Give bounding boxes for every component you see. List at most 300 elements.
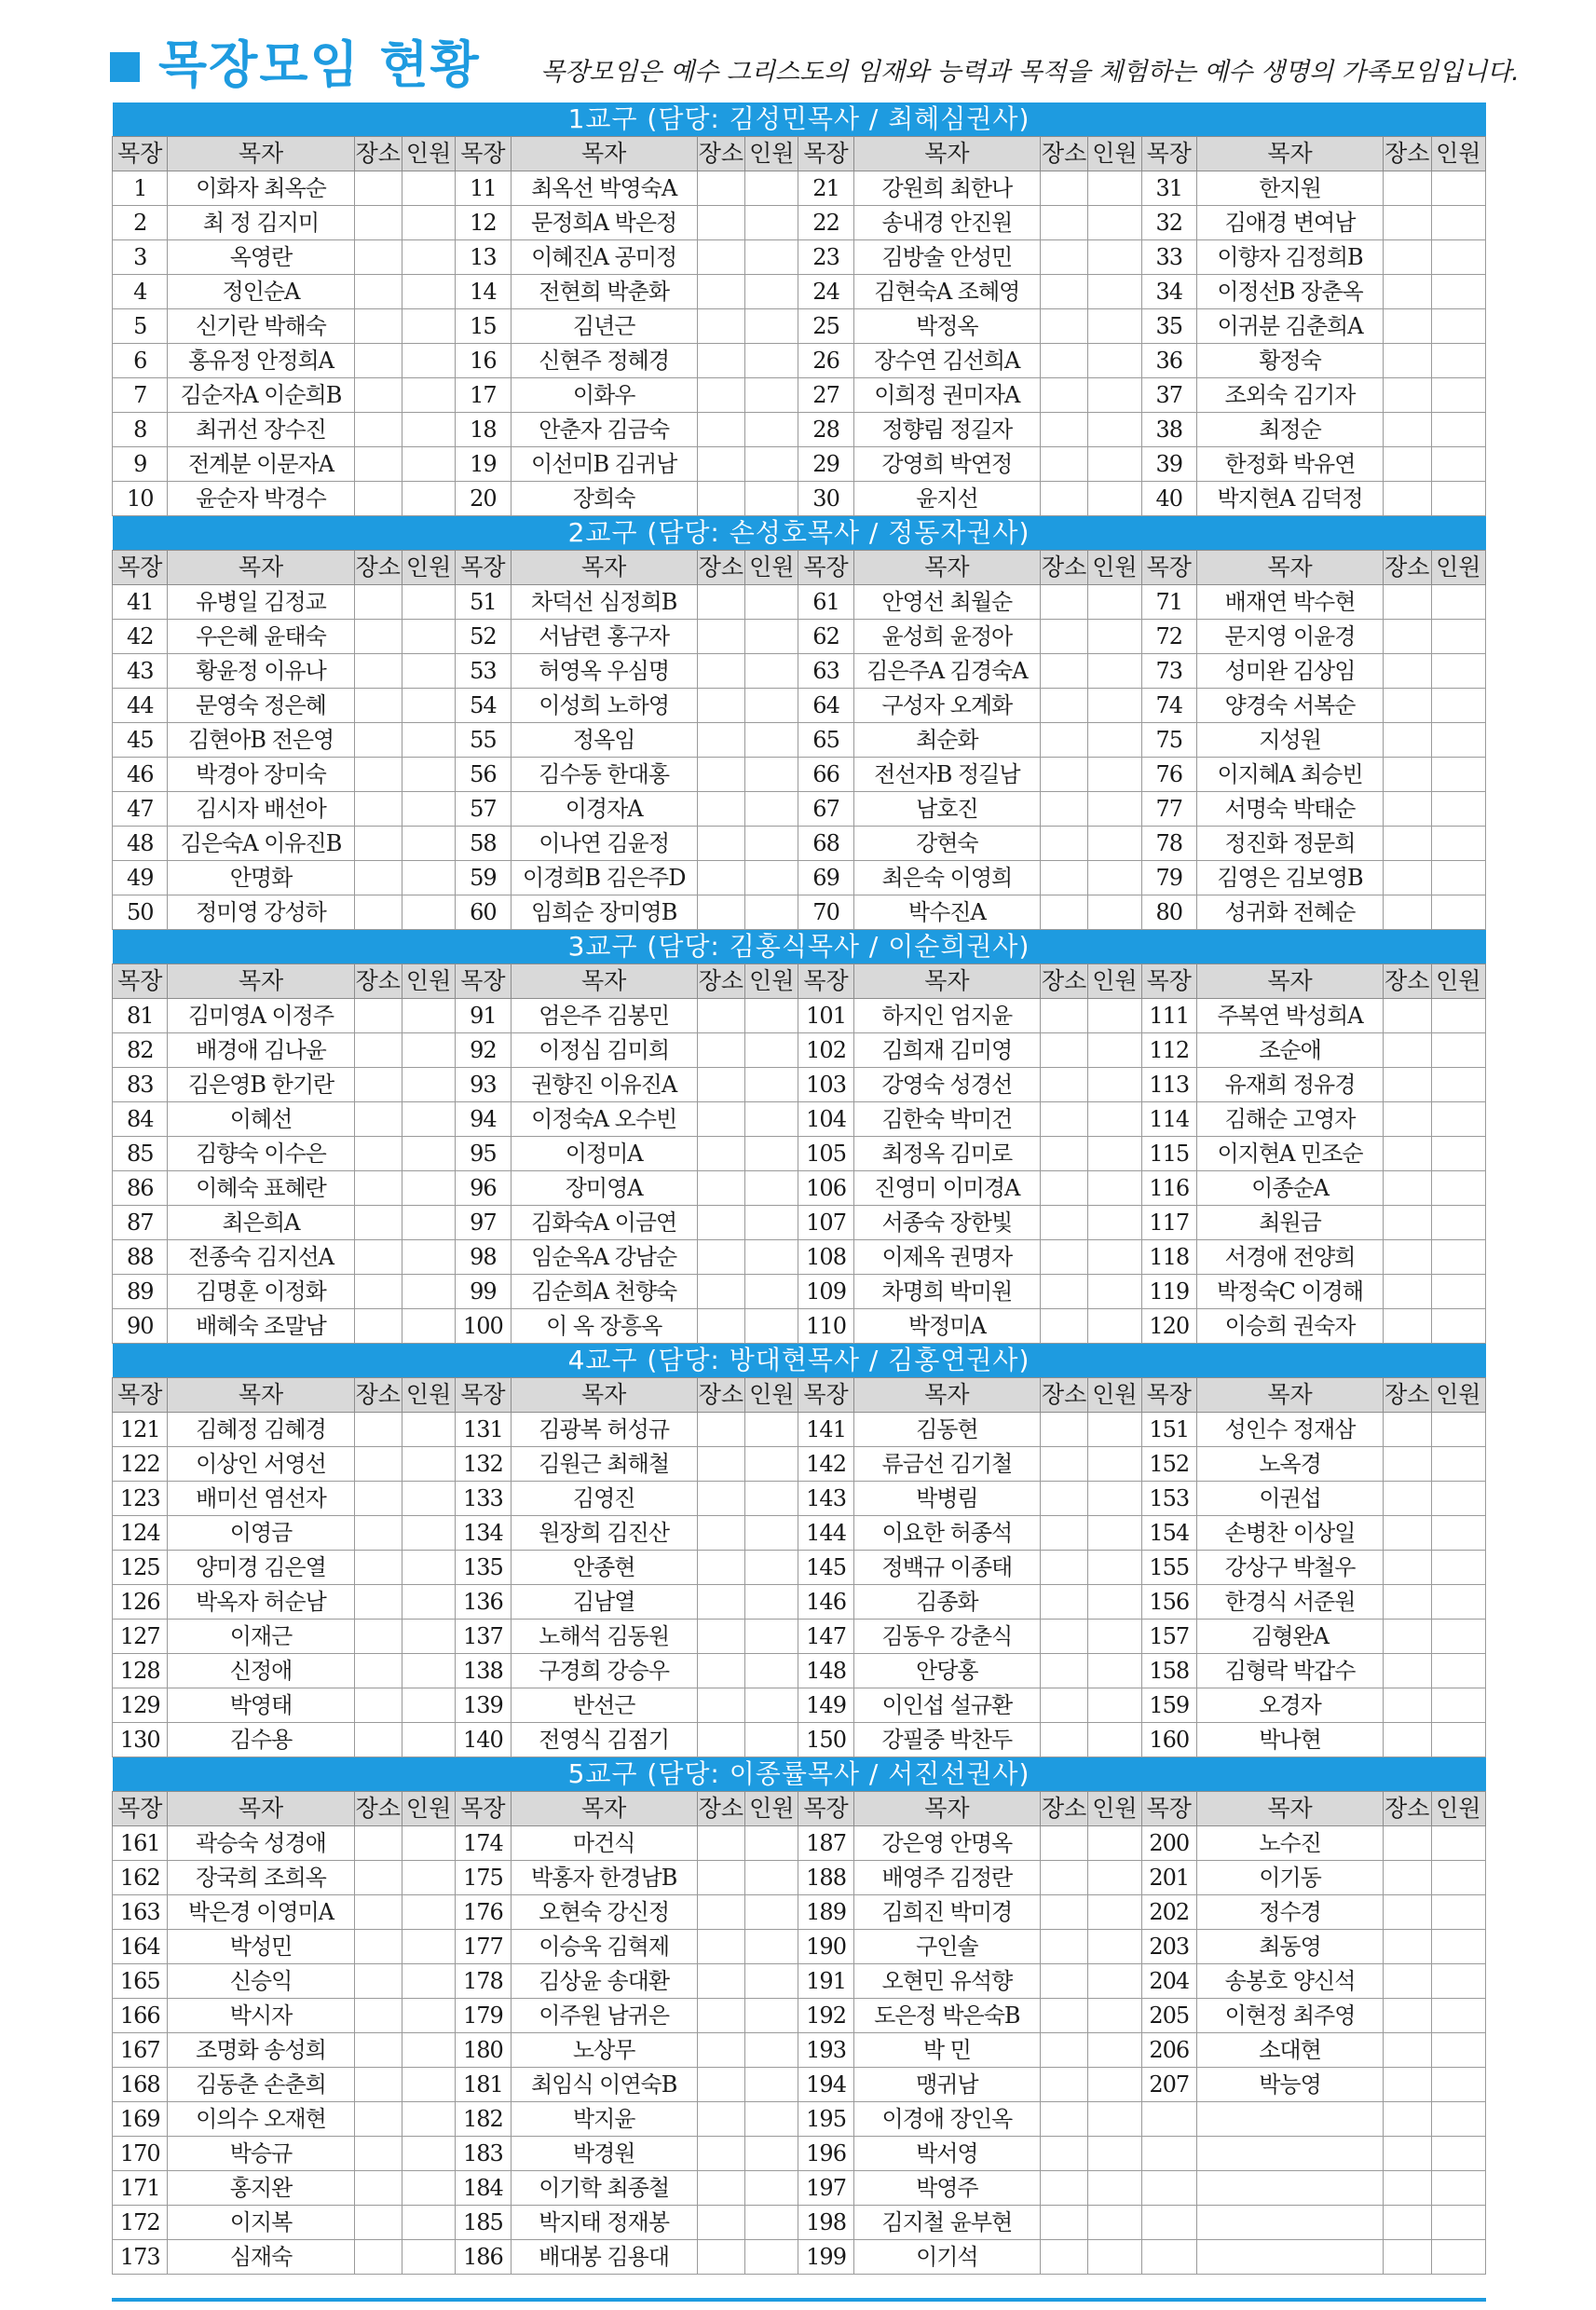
leader-names: 박영주: [853, 2171, 1040, 2206]
count-cell: [1431, 482, 1485, 516]
place-cell: [1040, 1482, 1087, 1516]
leader-names: 이지혜A 최승빈: [1196, 758, 1383, 792]
group-number: 2: [113, 206, 168, 240]
column-header-leader: 목자: [168, 1378, 354, 1413]
leader-names: 강필중 박찬두: [853, 1723, 1040, 1757]
leader-names: 김순자A 이순희B: [168, 378, 354, 413]
leader-names: 강은영 안명옥: [853, 1826, 1040, 1861]
leader-names: 차명희 박미원: [853, 1275, 1040, 1309]
leader-names: 반선근: [511, 1688, 697, 1723]
place-cell: [1384, 275, 1431, 309]
group-number: 200: [1141, 1826, 1196, 1861]
table-row: [113, 413, 1486, 447]
place-cell: [1040, 1723, 1087, 1757]
district-title-bar: [113, 930, 1486, 964]
column-header-row: [113, 137, 1486, 171]
leader-names: 박 민: [853, 2033, 1040, 2068]
group-number: 12: [456, 206, 511, 240]
leader-names: 손병찬 이상일: [1196, 1516, 1383, 1551]
leader-names: [1196, 2206, 1383, 2240]
leader-names: 안당홍: [853, 1654, 1040, 1688]
count-cell: [1088, 1826, 1141, 1861]
column-header-count: 인원: [1088, 964, 1141, 999]
count-cell: [402, 999, 456, 1033]
district-title: 4교구 (담당: 방대현목사 / 김홍연권사): [113, 1344, 1486, 1378]
group-number: 88: [113, 1240, 168, 1275]
count-cell: [402, 1620, 456, 1654]
place-cell: [697, 1240, 744, 1275]
group-number: 114: [1141, 1102, 1196, 1137]
place-cell: [1040, 758, 1087, 792]
group-number: 75: [1141, 723, 1196, 758]
place-cell: [354, 1206, 402, 1240]
column-header-count: 인원: [1088, 1792, 1141, 1826]
group-number: 61: [798, 585, 853, 620]
place-cell: [1040, 1240, 1087, 1275]
group-number: 64: [798, 689, 853, 723]
column-header-group: 목장: [113, 137, 168, 171]
place-cell: [697, 1171, 744, 1206]
place-cell: [354, 447, 402, 482]
place-cell: [1384, 861, 1431, 895]
place-cell: [354, 861, 402, 895]
group-number: 21: [798, 171, 853, 206]
count-cell: [1088, 1516, 1141, 1551]
count-cell: [1088, 1137, 1141, 1171]
count-cell: [1088, 206, 1141, 240]
group-number: 152: [1141, 1447, 1196, 1482]
place-cell: [1384, 1413, 1431, 1447]
count-cell: [1088, 1654, 1141, 1688]
place-cell: [1384, 654, 1431, 689]
column-header-count: 인원: [402, 1378, 456, 1413]
count-cell: [745, 1964, 798, 1999]
place-cell: [354, 895, 402, 930]
place-cell: [354, 1033, 402, 1068]
leader-names: 정미영 강성하: [168, 895, 354, 930]
place-cell: [354, 171, 402, 206]
column-header-count: 인원: [402, 964, 456, 999]
page-header: [110, 30, 1520, 95]
group-number: 133: [456, 1482, 511, 1516]
leader-names: [1196, 2137, 1383, 2171]
place-cell: [354, 1654, 402, 1688]
leader-names: 배경애 김나윤: [168, 1033, 354, 1068]
count-cell: [745, 1102, 798, 1137]
place-cell: [697, 861, 744, 895]
place-cell: [1040, 2068, 1087, 2102]
column-header-place: 장소: [697, 964, 744, 999]
place-cell: [697, 585, 744, 620]
place-cell: [1040, 620, 1087, 654]
count-cell: [745, 2033, 798, 2068]
leader-names: 박성민: [168, 1930, 354, 1964]
count-cell: [1088, 482, 1141, 516]
leader-names: 박옥자 허순남: [168, 1585, 354, 1620]
group-number: 34: [1141, 275, 1196, 309]
leader-names: 최정옥 김미로: [853, 1137, 1040, 1171]
place-cell: [697, 2033, 744, 2068]
group-number: 31: [1141, 171, 1196, 206]
count-cell: [745, 2171, 798, 2206]
table-row: [113, 1206, 1486, 1240]
place-cell: [1384, 1688, 1431, 1723]
count-cell: [1431, 1826, 1485, 1861]
leader-names: 한지원: [1196, 171, 1383, 206]
leader-names: 원장희 김진산: [511, 1516, 697, 1551]
count-cell: [402, 1102, 456, 1137]
count-cell: [1431, 171, 1485, 206]
place-cell: [1384, 1551, 1431, 1585]
count-cell: [1431, 206, 1485, 240]
place-cell: [354, 1688, 402, 1723]
district-title: 3교구 (담당: 김홍식목사 / 이순희권사): [113, 930, 1486, 964]
place-cell: [354, 1171, 402, 1206]
count-cell: [402, 1551, 456, 1585]
place-cell: [1384, 240, 1431, 275]
count-cell: [402, 171, 456, 206]
leader-names: 홍유정 안정희A: [168, 344, 354, 378]
group-number: 137: [456, 1620, 511, 1654]
group-number: 95: [456, 1137, 511, 1171]
place-cell: [697, 1585, 744, 1620]
group-number: 193: [798, 2033, 853, 2068]
group-number: 37: [1141, 378, 1196, 413]
count-cell: [1431, 861, 1485, 895]
leader-names: 최옥선 박영숙A: [511, 171, 697, 206]
place-cell: [697, 1999, 744, 2033]
leader-names: 김미영A 이정주: [168, 999, 354, 1033]
place-cell: [697, 827, 744, 861]
place-cell: [1384, 1620, 1431, 1654]
place-cell: [1384, 447, 1431, 482]
leader-names: 임순옥A 강남순: [511, 1240, 697, 1275]
leader-names: 서남련 홍구자: [511, 620, 697, 654]
place-cell: [697, 1826, 744, 1861]
column-header-place: 장소: [697, 551, 744, 585]
count-cell: [1431, 620, 1485, 654]
table-row: [113, 2171, 1486, 2206]
leader-names: 김혜정 김혜경: [168, 1413, 354, 1447]
column-header-group: 목장: [798, 1378, 853, 1413]
count-cell: [1431, 344, 1485, 378]
leader-names: 문영숙 정은혜: [168, 689, 354, 723]
count-cell: [1088, 1861, 1141, 1895]
place-cell: [1040, 895, 1087, 930]
group-number: 165: [113, 1964, 168, 1999]
leader-names: 오현민 유석향: [853, 1964, 1040, 1999]
count-cell: [1431, 1551, 1485, 1585]
leader-names: 김형락 박갑수: [1196, 1654, 1383, 1688]
group-number: [1141, 2171, 1196, 2206]
leader-names: 최은숙 이영희: [853, 861, 1040, 895]
place-cell: [354, 378, 402, 413]
count-cell: [1431, 413, 1485, 447]
count-cell: [1431, 827, 1485, 861]
count-cell: [1431, 378, 1485, 413]
place-cell: [1384, 344, 1431, 378]
place-cell: [697, 689, 744, 723]
table-row: [113, 861, 1486, 895]
group-number: 105: [798, 1137, 853, 1171]
place-cell: [697, 1309, 744, 1344]
count-cell: [402, 1723, 456, 1757]
group-number: 55: [456, 723, 511, 758]
table-row: [113, 206, 1486, 240]
leader-names: 주복연 박성희A: [1196, 999, 1383, 1033]
count-cell: [745, 1723, 798, 1757]
place-cell: [1384, 2240, 1431, 2275]
leader-names: 서경애 전양희: [1196, 1240, 1383, 1275]
group-number: 196: [798, 2137, 853, 2171]
leader-names: 문지영 이윤경: [1196, 620, 1383, 654]
place-cell: [1040, 206, 1087, 240]
table-row: [113, 1585, 1486, 1620]
group-number: 190: [798, 1930, 853, 1964]
group-number: 155: [1141, 1551, 1196, 1585]
group-number: 150: [798, 1723, 853, 1757]
leader-names: 김희재 김미영: [853, 1033, 1040, 1068]
count-cell: [1088, 413, 1141, 447]
group-number: 177: [456, 1930, 511, 1964]
place-cell: [1040, 1861, 1087, 1895]
count-cell: [402, 275, 456, 309]
group-number: 179: [456, 1999, 511, 2033]
count-cell: [1088, 1482, 1141, 1516]
leader-names: 이혜진A 공미정: [511, 240, 697, 275]
table-row: [113, 2206, 1486, 2240]
leader-names: 서명숙 박태순: [1196, 792, 1383, 827]
group-number: 168: [113, 2068, 168, 2102]
place-cell: [697, 1033, 744, 1068]
group-number: 173: [113, 2240, 168, 2275]
place-cell: [1040, 792, 1087, 827]
table-row: [113, 344, 1486, 378]
column-header-leader: 목자: [168, 551, 354, 585]
group-number: 91: [456, 999, 511, 1033]
leader-names: 구인솔: [853, 1930, 1040, 1964]
group-number: 161: [113, 1826, 168, 1861]
place-cell: [697, 1275, 744, 1309]
count-cell: [1431, 1137, 1485, 1171]
count-cell: [402, 1240, 456, 1275]
leader-names: 박영태: [168, 1688, 354, 1723]
place-cell: [1040, 1137, 1087, 1171]
column-header-count: 인원: [1431, 964, 1485, 999]
group-number: 110: [798, 1309, 853, 1344]
table-row: [113, 1895, 1486, 1930]
leader-names: 신현주 정혜경: [511, 344, 697, 378]
group-number: 92: [456, 1033, 511, 1068]
place-cell: [1040, 1275, 1087, 1309]
leader-names: 박홍자 한경남B: [511, 1861, 697, 1895]
place-cell: [354, 1068, 402, 1102]
column-header-place: 장소: [1040, 137, 1087, 171]
column-header-group: 목장: [113, 1792, 168, 1826]
leader-names: 안춘자 김금숙: [511, 413, 697, 447]
place-cell: [354, 1723, 402, 1757]
count-cell: [745, 1413, 798, 1447]
count-cell: [1431, 1964, 1485, 1999]
count-cell: [745, 206, 798, 240]
group-number: 154: [1141, 1516, 1196, 1551]
count-cell: [745, 999, 798, 1033]
group-number: 135: [456, 1551, 511, 1585]
place-cell: [697, 1068, 744, 1102]
leader-names: 김동춘 손춘희: [168, 2068, 354, 2102]
group-number: 11: [456, 171, 511, 206]
group-number: 153: [1141, 1482, 1196, 1516]
place-cell: [354, 2033, 402, 2068]
count-cell: [1431, 1688, 1485, 1723]
column-header-group: 목장: [113, 551, 168, 585]
place-cell: [1040, 2102, 1087, 2137]
group-number: 62: [798, 620, 853, 654]
leader-names: 윤지선: [853, 482, 1040, 516]
place-cell: [1040, 309, 1087, 344]
count-cell: [1088, 2033, 1141, 2068]
group-number: 14: [456, 275, 511, 309]
group-number: 113: [1141, 1068, 1196, 1102]
place-cell: [697, 2240, 744, 2275]
column-header-group: 목장: [456, 551, 511, 585]
place-cell: [354, 1240, 402, 1275]
leader-names: 최은희A: [168, 1206, 354, 1240]
group-number: 192: [798, 1999, 853, 2033]
group-number: 125: [113, 1551, 168, 1585]
group-number: 84: [113, 1102, 168, 1137]
place-cell: [1384, 585, 1431, 620]
count-cell: [1088, 447, 1141, 482]
column-header-group: 목장: [798, 137, 853, 171]
group-number: [1141, 2102, 1196, 2137]
leader-names: 최원금: [1196, 1206, 1383, 1240]
group-number: 39: [1141, 447, 1196, 482]
group-number: 101: [798, 999, 853, 1033]
leader-names: 강영희 박연정: [853, 447, 1040, 482]
table-row: [113, 1516, 1486, 1551]
group-number: 116: [1141, 1171, 1196, 1206]
count-cell: [402, 654, 456, 689]
table-row: [113, 275, 1486, 309]
leader-names: 최순화: [853, 723, 1040, 758]
count-cell: [1431, 2240, 1485, 2275]
leader-names: 이주원 남귀은: [511, 1999, 697, 2033]
count-cell: [1431, 1102, 1485, 1137]
group-number: 170: [113, 2137, 168, 2171]
place-cell: [1040, 275, 1087, 309]
place-cell: [354, 240, 402, 275]
leader-names: 양미경 김은열: [168, 1551, 354, 1585]
column-header-leader: 목자: [853, 964, 1040, 999]
group-number: 96: [456, 1171, 511, 1206]
count-cell: [1431, 1309, 1485, 1344]
place-cell: [354, 620, 402, 654]
group-number: 41: [113, 585, 168, 620]
leader-names: 박지윤: [511, 2102, 697, 2137]
leader-names: 배재연 박수현: [1196, 585, 1383, 620]
place-cell: [1040, 723, 1087, 758]
count-cell: [1088, 1895, 1141, 1930]
group-number: 53: [456, 654, 511, 689]
group-number: 68: [798, 827, 853, 861]
leader-names: 남호진: [853, 792, 1040, 827]
count-cell: [1088, 2102, 1141, 2137]
count-cell: [1088, 1206, 1141, 1240]
table-row: [113, 2102, 1486, 2137]
count-cell: [1088, 1551, 1141, 1585]
place-cell: [1384, 1447, 1431, 1482]
leader-names: 김영진: [511, 1482, 697, 1516]
column-header-group: 목장: [798, 551, 853, 585]
place-cell: [1040, 1033, 1087, 1068]
place-cell: [697, 413, 744, 447]
leader-names: 조외숙 김기자: [1196, 378, 1383, 413]
table-row: [113, 620, 1486, 654]
place-cell: [1384, 2171, 1431, 2206]
column-header-leader: 목자: [168, 1792, 354, 1826]
place-cell: [1040, 1309, 1087, 1344]
leader-names: 전종숙 김지선A: [168, 1240, 354, 1275]
table-row: [113, 1930, 1486, 1964]
count-cell: [1088, 378, 1141, 413]
column-header-leader: 목자: [1196, 1792, 1383, 1826]
leader-names: 이화자 최옥순: [168, 171, 354, 206]
count-cell: [1088, 275, 1141, 309]
group-number: 50: [113, 895, 168, 930]
place-cell: [354, 585, 402, 620]
place-cell: [354, 413, 402, 447]
group-number: 112: [1141, 1033, 1196, 1068]
place-cell: [1384, 309, 1431, 344]
column-header-leader: 목자: [853, 1792, 1040, 1826]
table-row: [113, 1826, 1486, 1861]
place-cell: [697, 1516, 744, 1551]
column-header-count: 인원: [745, 964, 798, 999]
count-cell: [1431, 1895, 1485, 1930]
group-number: 140: [456, 1723, 511, 1757]
column-header-leader: 목자: [511, 137, 697, 171]
column-header-row: [113, 1378, 1486, 1413]
group-number: 119: [1141, 1275, 1196, 1309]
group-number: 77: [1141, 792, 1196, 827]
place-cell: [354, 1826, 402, 1861]
place-cell: [1040, 344, 1087, 378]
count-cell: [745, 1482, 798, 1516]
place-cell: [354, 1585, 402, 1620]
leader-names: 김형완A: [1196, 1620, 1383, 1654]
leader-names: 김현숙A 조혜영: [853, 275, 1040, 309]
place-cell: [697, 447, 744, 482]
column-header-leader: 목자: [1196, 137, 1383, 171]
table-row: [113, 1309, 1486, 1344]
leader-names: 장희숙: [511, 482, 697, 516]
table-row: [113, 1102, 1486, 1137]
count-cell: [402, 1861, 456, 1895]
table-row: [113, 1413, 1486, 1447]
leader-names: 장미영A: [511, 1171, 697, 1206]
leader-names: 김수동 한대홍: [511, 758, 697, 792]
place-cell: [1040, 378, 1087, 413]
place-cell: [1040, 1895, 1087, 1930]
group-number: 126: [113, 1585, 168, 1620]
group-number: 58: [456, 827, 511, 861]
column-header-leader: 목자: [511, 1378, 697, 1413]
place-cell: [1384, 1137, 1431, 1171]
group-number: 86: [113, 1171, 168, 1206]
leader-names: 맹귀남: [853, 2068, 1040, 2102]
leader-names: 박시자: [168, 1999, 354, 2033]
